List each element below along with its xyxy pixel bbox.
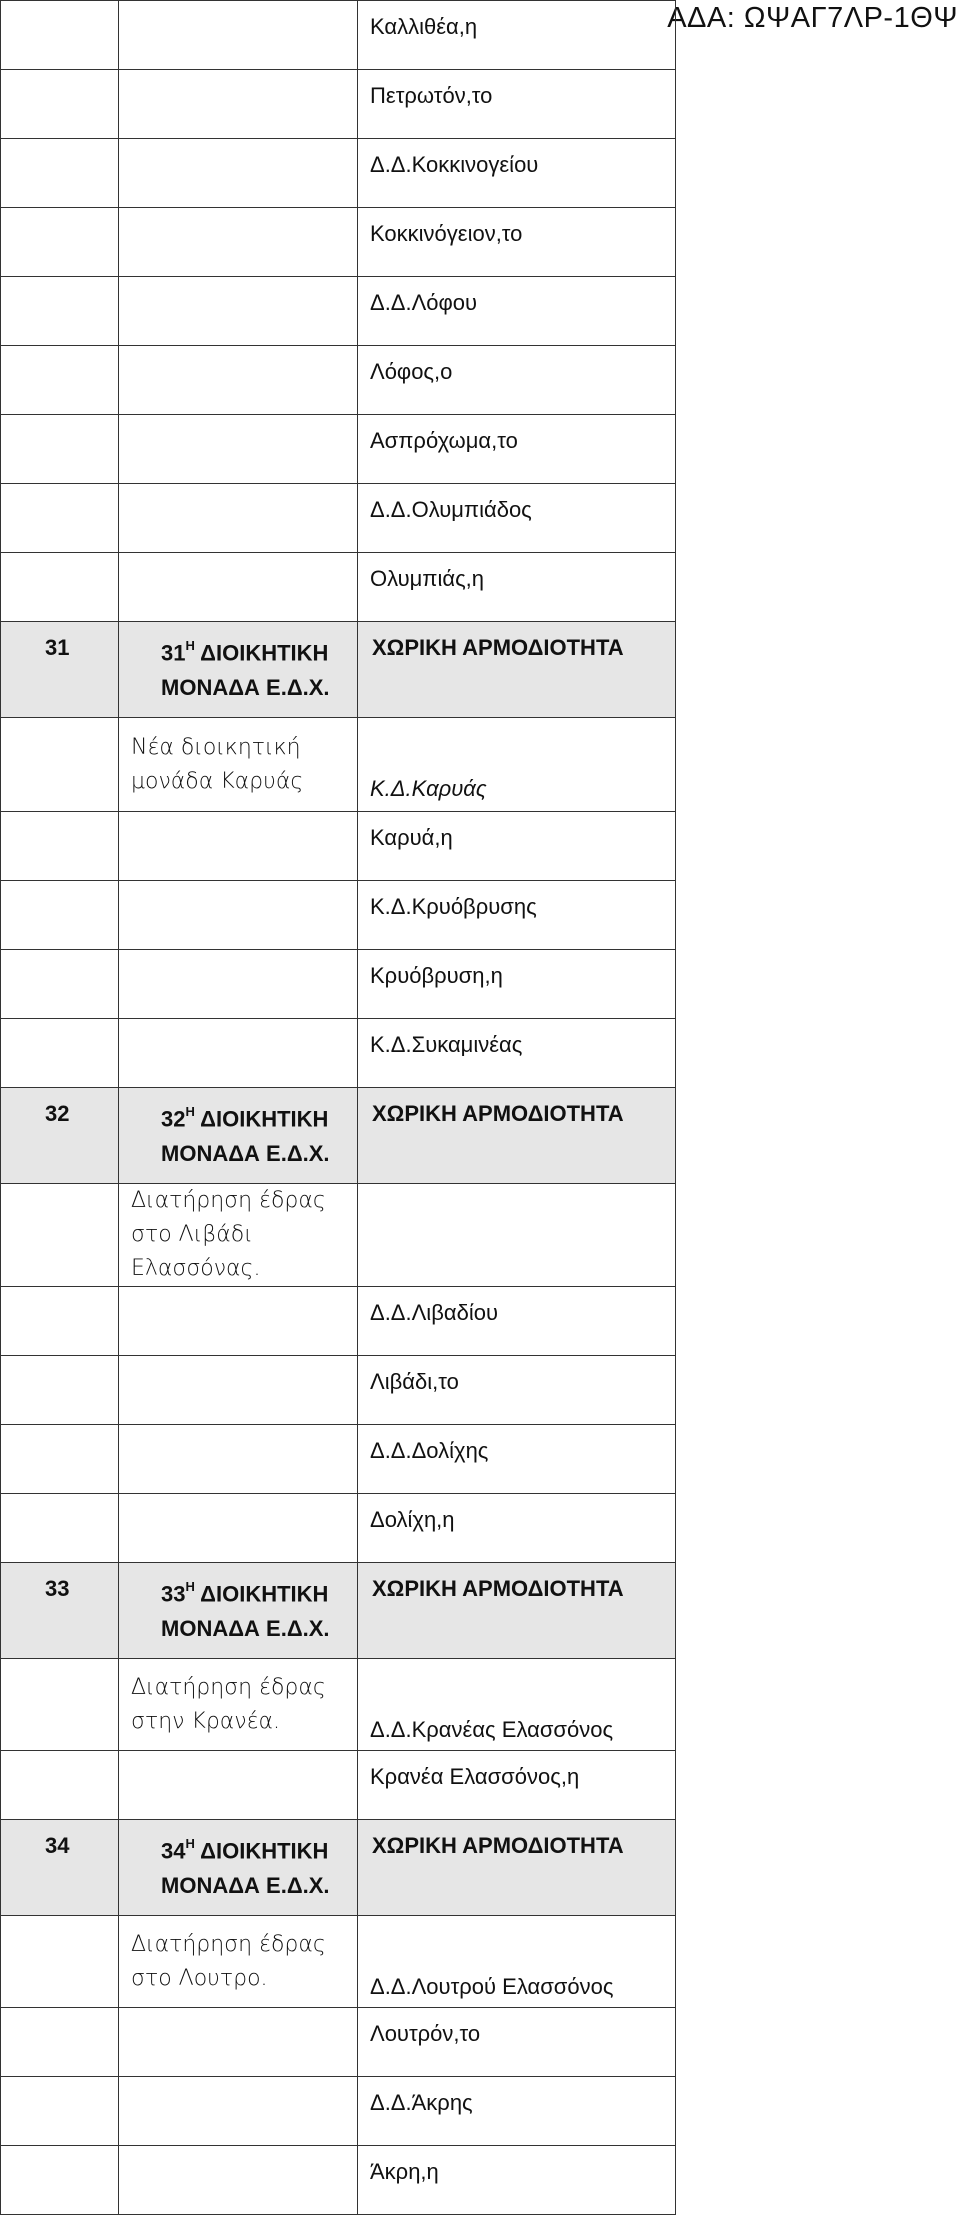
section-number: 33 (1, 1563, 119, 1659)
locality-cell: Λιβάδι,το (358, 1356, 676, 1425)
unit-title: $33^H$ ΔΙΟΙΚΗΤΙΚΗ ΜΟΝΑΔΑ Ε.Δ.Χ. (119, 1563, 358, 1659)
area-label: ΧΩΡΙΚΗ ΑΡΜΟΔΙΟΤΗΤΑ (358, 1563, 676, 1659)
section-number: 31 (1, 622, 119, 718)
table-row (1, 1751, 676, 1820)
unit-description: Διατήρηση έδρας στην Κρανέα. (119, 1659, 358, 1751)
description-row (1, 1184, 676, 1287)
locality-cell: Κρανέα Ελασσόνος,η (358, 1751, 676, 1820)
locality-cell (358, 1184, 676, 1287)
table-row (1, 70, 676, 139)
locality-cell: Δ.Δ.Άκρης (358, 2077, 676, 2146)
table-row (1, 812, 676, 881)
area-label: ΧΩΡΙΚΗ ΑΡΜΟΔΙΟΤΗΤΑ (358, 622, 676, 718)
unit-title: $32^H$ ΔΙΟΙΚΗΤΙΚΗ ΜΟΝΑΔΑ Ε.Δ.Χ. (119, 1088, 358, 1184)
locality-cell: Λουτρόν,το (358, 2008, 676, 2077)
section-header-row (1, 622, 676, 718)
unit-description: Νέα διοικητική μονάδα Καρυάς (119, 718, 358, 812)
locality-cell: Καρυά,η (358, 812, 676, 881)
table-row (1, 553, 676, 622)
locality-cell: Ασπρόχωμα,το (358, 415, 676, 484)
table-row (1, 2077, 676, 2146)
table-row (1, 1019, 676, 1088)
locality-cell: Κ.Δ.Καρυάς (358, 718, 676, 812)
table-row (1, 881, 676, 950)
description-row (1, 1659, 676, 1751)
locality-cell: Ολυμπιάς,η (358, 553, 676, 622)
locality-cell: Δ.Δ.Λόφου (358, 277, 676, 346)
section-number: 32 (1, 1088, 119, 1184)
locality-cell: Κ.Δ.Κρυόβρυσης (358, 881, 676, 950)
table-row (1, 1494, 676, 1563)
description-row (1, 718, 676, 812)
section-number: 34 (1, 1820, 119, 1916)
table-row (1, 2008, 676, 2077)
table-row (1, 277, 676, 346)
area-label: ΧΩΡΙΚΗ ΑΡΜΟΔΙΟΤΗΤΑ (358, 1088, 676, 1184)
locality-cell: Καλλιθέα,η (358, 1, 676, 70)
locality-cell: Κοκκινόγειον,το (358, 208, 676, 277)
unit-description: Διατήρηση έδρας στο Λουτρο. (119, 1916, 358, 2008)
area-label: ΧΩΡΙΚΗ ΑΡΜΟΔΙΟΤΗΤΑ (358, 1820, 676, 1916)
table-row (1, 346, 676, 415)
locality-cell: Δολίχη,η (358, 1494, 676, 1563)
locality-cell: Κρυόβρυση,η (358, 950, 676, 1019)
locality-cell: Δ.Δ.Λιβαδίου (358, 1287, 676, 1356)
ada-watermark: ΑΔΑ: ΩΨΑΓ7ΛΡ-1ΘΨ (667, 2, 958, 34)
locality-cell: Δ.Δ.Λουτρού Ελασσόνος (358, 1916, 676, 2008)
locality-cell: Λόφος,ο (358, 346, 676, 415)
table-row (1, 1287, 676, 1356)
unit-title: $34^H$ ΔΙΟΙΚΗΤΙΚΗ ΜΟΝΑΔΑ Ε.Δ.Χ. (119, 1820, 358, 1916)
unit-title: $31^H$ ΔΙΟΙΚΗΤΙΚΗ ΜΟΝΑΔΑ Ε.Δ.Χ. (119, 622, 358, 718)
description-row (1, 1916, 676, 2008)
locality-cell: Πετρωτόν,το (358, 70, 676, 139)
locality-cell: Δ.Δ.Ολυμπιάδος (358, 484, 676, 553)
table-row (1, 484, 676, 553)
section-header-row (1, 1088, 676, 1184)
table-row (1, 1356, 676, 1425)
table-row (1, 208, 676, 277)
locality-cell: Δ.Δ.Κρανέας Ελασσόνος (358, 1659, 676, 1751)
table-row (1, 415, 676, 484)
locality-cell: Δ.Δ.Κοκκινογείου (358, 139, 676, 208)
unit-description: Διατήρηση έδρας στο Λιβάδι Ελασσόνας. (119, 1184, 358, 1287)
locality-cell: Δ.Δ.Δολίχης (358, 1425, 676, 1494)
section-header-row (1, 1563, 676, 1659)
table-row (1, 139, 676, 208)
locality-cell: Άκρη,η (358, 2146, 676, 2215)
section-header-row (1, 1820, 676, 1916)
table-row (1, 950, 676, 1019)
table-row (1, 1425, 676, 1494)
table-row (1, 1, 676, 70)
table-row (1, 2146, 676, 2215)
locality-cell: Κ.Δ.Συκαμινέας (358, 1019, 676, 1088)
